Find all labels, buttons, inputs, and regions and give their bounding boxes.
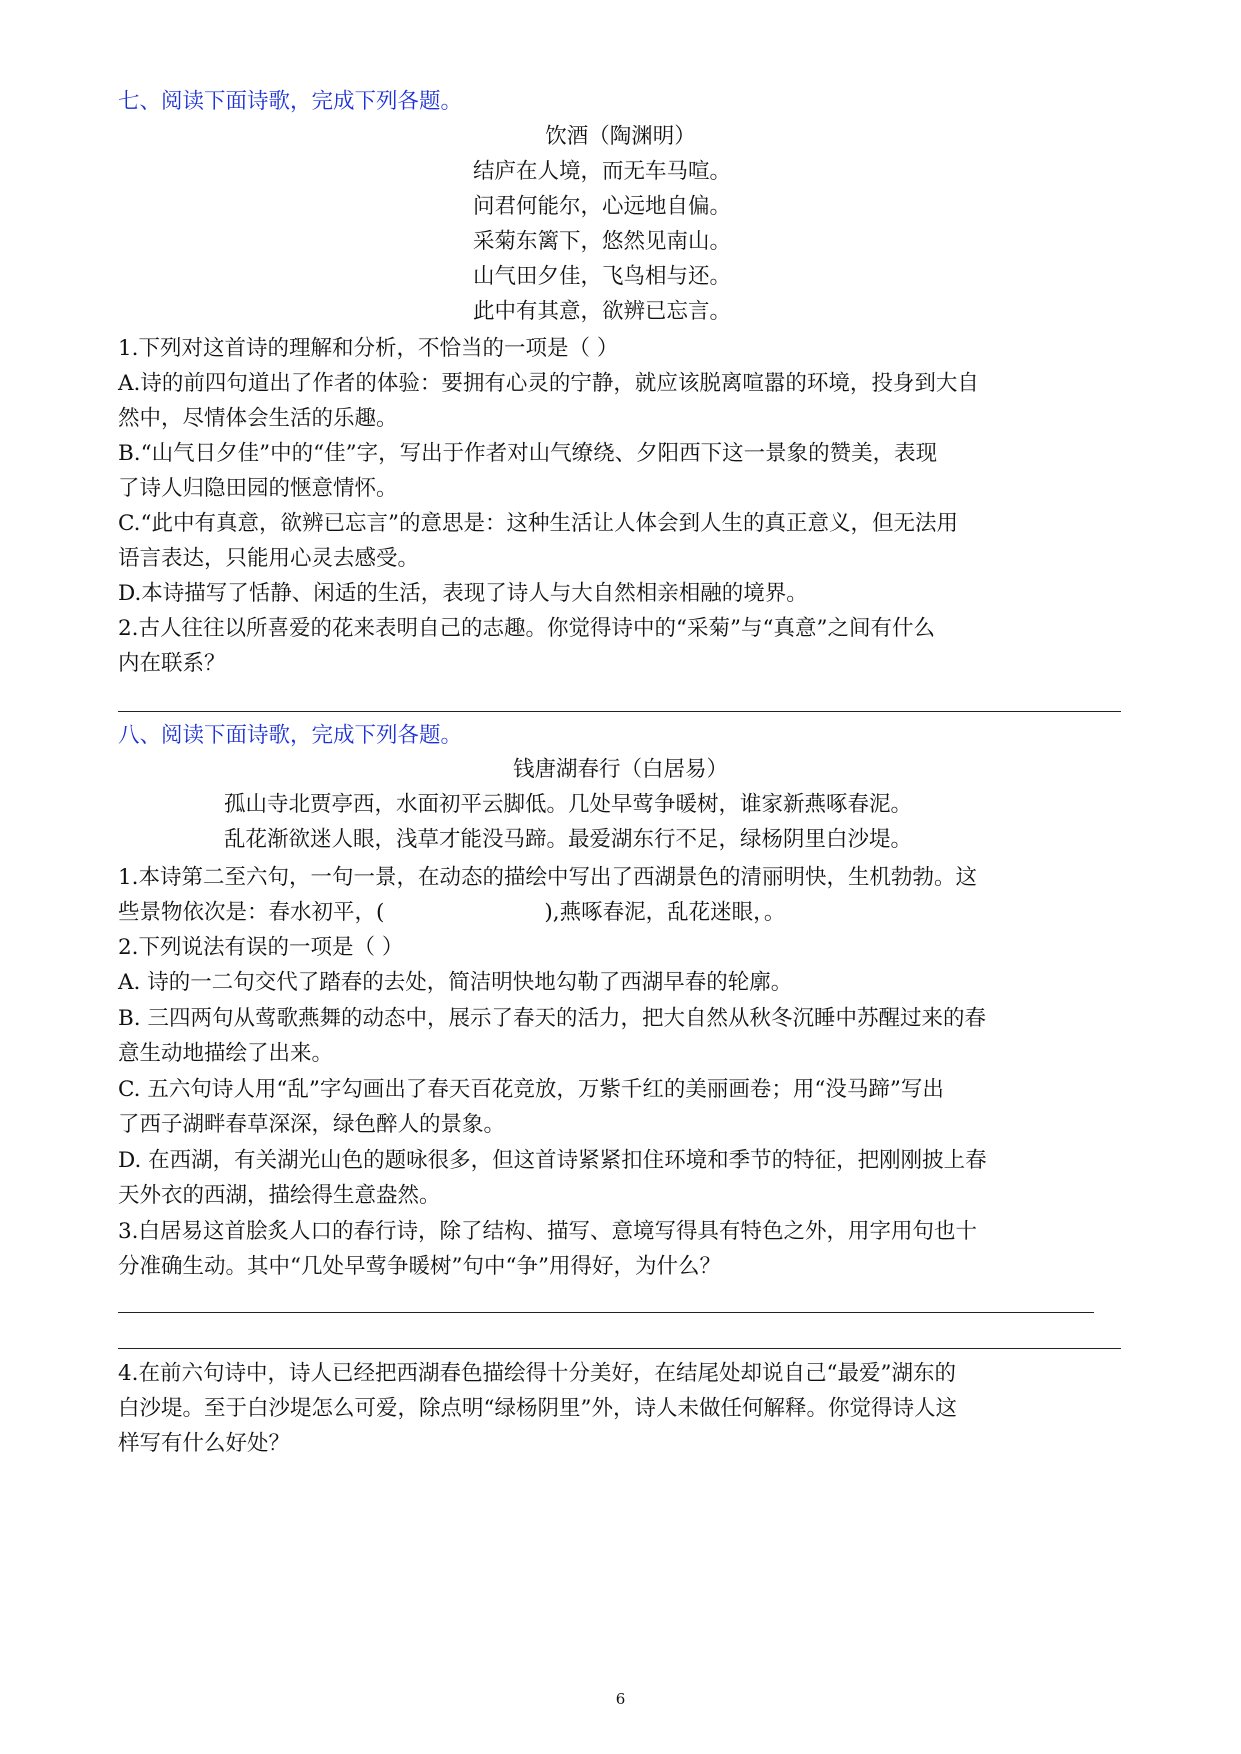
s8-option-d-line-1: D. 在西湖，有关湖光山色的题咏很多，但这首诗紧紧扣住环境和季节的特征，把刚刚披上春: [118, 1148, 987, 1173]
s7-option-c-line-1: C.“此中有真意，欲辨已忘言”的意思是：这种生活让人体会到人生的真正意义，但无法用: [118, 511, 959, 536]
s8-option-b-line-1: B. 三四两句从莺歌燕舞的动态中，展示了春天的活力，把大自然从秋冬沉睡中苏醒过来的春: [118, 1006, 986, 1031]
poem-7-line-2: 问君何能尔，心远地自偏。: [473, 194, 732, 219]
answer-line-s7-q2[interactable]: [118, 711, 1121, 712]
poem-7-line-4: 山气田夕佳，飞鸟相与还。: [473, 264, 732, 289]
poem-8-title: 钱唐湖春行（白居易）: [512, 757, 728, 782]
s8-question-1-line-2: [118, 897, 785, 929]
poem-8-line-2: 乱花渐欲迷人眼，浅草才能没马蹄。最爱湖东行不足，绿杨阴里白沙堤。: [224, 827, 913, 852]
s8-option-c-line-2: 了西子湖畔春草深深，绿色醉人的景象。: [118, 1112, 506, 1137]
section-8-heading: 八、阅读下面诗歌，完成下列各题。: [118, 723, 463, 748]
s7-question-1: 1.下列对这首诗的理解和分析，不恰当的一项是（ ）: [118, 336, 619, 361]
s8-question-3-line-2: 分准确生动。其中“几处早莺争暖树”句中“争”用得好，为什么？: [118, 1254, 721, 1279]
poem-7-line-3: 采菊东篱下，悠然见南山。: [473, 229, 732, 254]
s8-question-1-line-1: 1.本诗第二至六句，一句一景，在动态的描绘中写出了西湖景色的清丽明快，生机勃勃。这: [118, 865, 978, 890]
s7-option-c-line-2: 语言表达，只能用心灵去感受。: [118, 546, 420, 571]
s8-question-4-line-1: 4.在前六句诗中，诗人已经把西湖春色描绘得十分美好，在结尾处却说自己“最爱”湖东的: [118, 1361, 957, 1386]
poem-7-title: 饮酒（陶渊明）: [545, 124, 696, 149]
s8-option-d-line-2: 天外衣的西湖，描绘得生意盎然。: [118, 1183, 441, 1208]
s8-question-3-line-1: 3.白居易这首脍炙人口的春行诗，除了结构、描写、意境写得具有特色之外，用字用句也十: [118, 1219, 978, 1244]
s7-option-d-line-1: D.本诗描写了恬静、闲适的生活，表现了诗人与大自然相亲相融的境界。: [118, 581, 808, 606]
s8-q1-text-after-blank: ),燕啄春泥，乱花迷眼，。: [544, 900, 786, 925]
poem-7-line-5: 此中有其意，欲辨已忘言。: [473, 299, 732, 324]
s8-option-c-line-1: C. 五六句诗人用“乱”字勾画出了春天百花竞放，万紫千红的美丽画卷；用“没马蹄”写出: [118, 1077, 944, 1102]
s7-option-a-line-2: 然中，尽情体会生活的乐趣。: [118, 406, 398, 431]
answer-line-s8-q3-1[interactable]: [118, 1312, 1094, 1313]
page-number: 6: [615, 1690, 626, 1708]
s7-question-2-line-2: 内在联系？: [118, 651, 226, 676]
s8-option-a: A. 诗的一二句交代了踏春的去处，简洁明快地勾勒了西湖早春的轮廓。: [118, 970, 793, 995]
section-7-heading: 七、阅读下面诗歌，完成下列各题。: [118, 89, 463, 114]
s7-option-b-line-1: B.“山气日夕佳”中的“佳”字，写出于作者对山气缭绕、夕阳西下这一景象的赞美，表现: [118, 441, 938, 466]
s8-question-2: 2.下列说法有误的一项是（ ）: [118, 935, 404, 960]
poem-7-line-1: 结庐在人境，而无车马喧。: [473, 159, 732, 184]
s7-option-a-line-1: A.诗的前四句道出了作者的体验：要拥有心灵的宁静，就应该脱离喧嚣的环境，投身到大自: [118, 371, 979, 396]
s8-question-4-line-2: 白沙堤。至于白沙堤怎么可爱，除点明“绿杨阴里”外，诗人未做任何解释。你觉得诗人这: [118, 1396, 957, 1421]
s7-option-b-line-2: 了诗人归隐田园的惬意情怀。: [118, 476, 398, 501]
poem-8-line-1: 孤山寺北贾亭西，水面初平云脚低。几处早莺争暖树，谁家新燕啄春泥。: [224, 792, 913, 817]
answer-line-s8-q3-2[interactable]: [118, 1348, 1121, 1349]
s7-question-2-line-1: 2.古人往往以所喜爱的花来表明自己的志趣。你觉得诗中的“采菊”与“真意”之间有什么: [118, 616, 935, 641]
s8-question-4-line-3: 样写有什么好处？: [118, 1431, 291, 1456]
s8-q1-text-before-blank: 些景物依次是：春水初平，(: [118, 900, 385, 925]
s8-option-b-line-2: 意生动地描绘了出来。: [118, 1041, 334, 1066]
